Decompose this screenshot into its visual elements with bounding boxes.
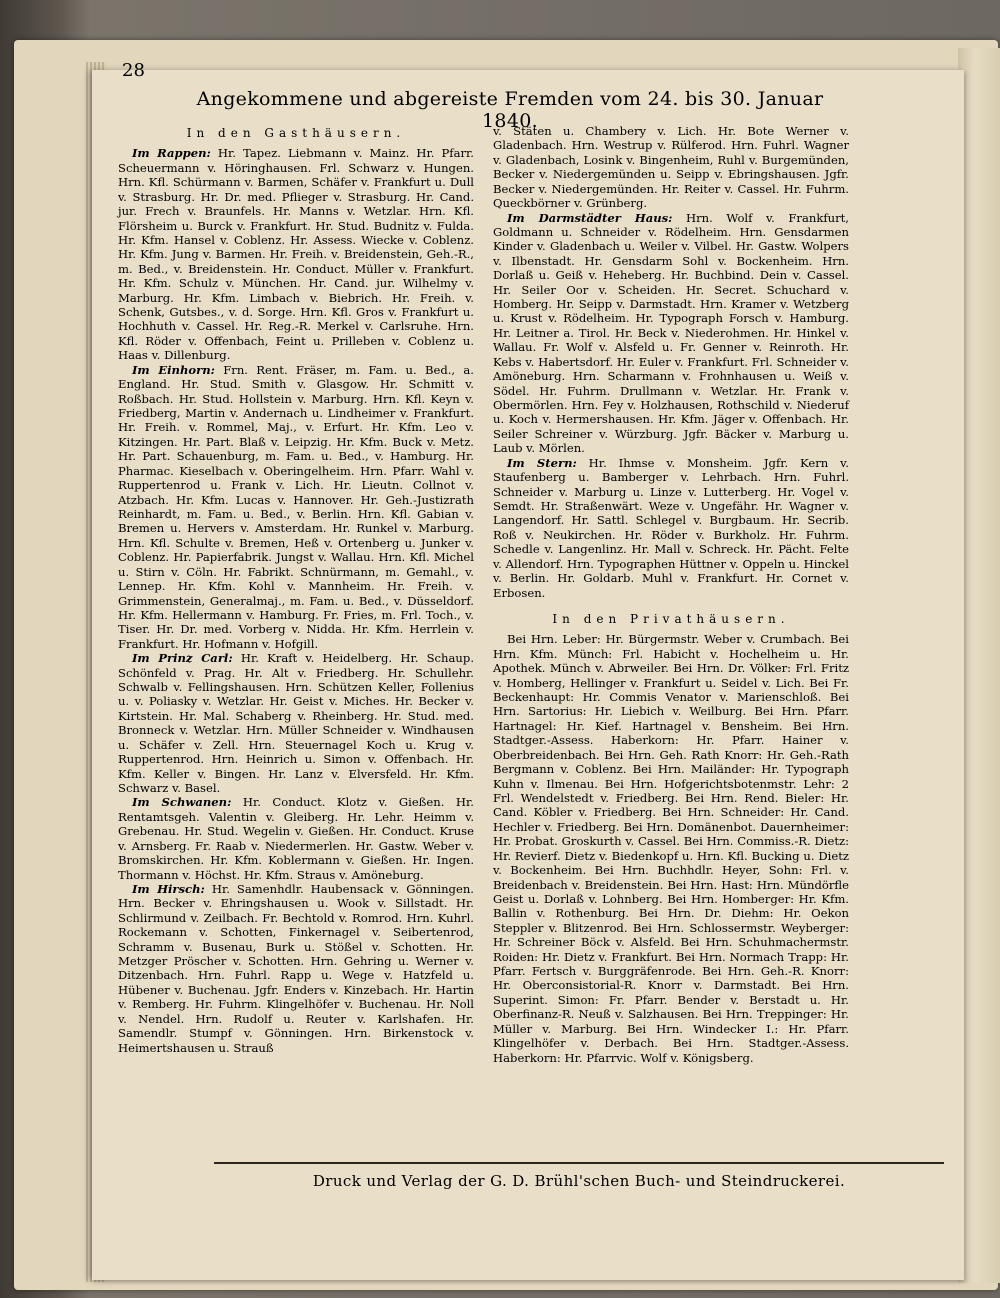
page-edge xyxy=(958,48,1000,1283)
entry-text: Hr. Kraft v. Heidelberg. Hr. Schaup. Schönfeld v. Prag. Hr. Alt v. Friedberg. Hr. Schullehr. Schwalb v. Fellingshausen. Hrn. Schützen Keller, Follenius u. v. Poliasky v. Wetzlar. Hr. Geist v. Miches. Hr. Becker v. Kirtstein. Hr. Mal. Schaberg v. Rheinberg. Hr. Stud. med. Bronneck v. Wetzlar. Hrn. Müller Schneider v. Windhausen u. Schäfer v. Zell. Hrn. Steuernagel Koch u. Krug v. Ruppertenrod. Hrn. Heinrich u. Simon v. Offenbach. Hr. Kfm. Keller v. Bingen. Hr. Lanz v. Elversfeld. Hr. Kfm. Schwarz v. Basel. xyxy=(118,651,475,795)
right-column xyxy=(493,124,849,1065)
entry-text: Hr. Tapez. Liebmann v. Mainz. Hr. Pfarr. Scheuermann v. Höringhausen. Frl. Schwarz v. Hungen. Hrn. Kfl. Schürmann v. Barmen, Schäfer v. Frankfurt u. Dull v. Strasburg. Hr. Dr. med. Pflieger v. Strasburg. Hr. Cand. jur. Frech v. Braunfels. Hr. Manns v. Wetzlar. Hrn. Kfl. Flörsheim u. Burck v. Frankfurt. Hr. Stud. Budnitz v. Fulda. Hr. Kfm. Hansel v. Coblenz. Hr. Assess. Wiecke v. Coblenz. Hr. Kfm. Jung v. Barmen. Hr. Freih. v. Breidenstein, Geh.-R., m. Bed., v. Breidenstein. Hr. Conduct. Müller v. Frankfurt. Hr. Kfm. Schulz v. München. Hr. Cand. jur. Wilhelmy v. Marburg. Hr. Kfm. Limbach v. Biebrich. Hr. Freih. v. Schenk, Gutsbes., v. d. Sorge. Hrn. Kfl. Gros v. Frankfurt u. Hochhuth v. Cassel. Hr. Reg.-R. Merkel v. Carlsruhe. Hrn. Kfl. Röder v. Offenbach, Feint u. Prilleben v. Coblenz u. Haas v. Dillenburg. xyxy=(118,146,474,363)
footer-rule xyxy=(214,1162,944,1164)
section-heading-inns: In den Gasthäusern. xyxy=(186,126,406,140)
page-number: 28 xyxy=(122,60,145,81)
entry-text: Hr. Samenhdlr. Haubensack v. Gönningen. Hrn. Becker v. Ehringshausen u. Wook v. Sillstadt. Hr. Schlirmund v. Zeilbach. Fr. Bechtold v. Romrod. Hrn. Kuhrl. Rockemann v. Schotten, Finkernagel v. Seibertenrod, Schramm v. Busenau, Burk u. Stößel v. Schotten. Hr. Metzger Pröscher v. Schotten. Hrn. Gehring u. Werner v. Ditzenbach. Hrn. Fuhrl. Rapp u. Wege v. Hatzfeld u. Hübener v. Buchenau. Jgfr. Enders v. Kinzebach. Hr. Hartin v. Remberg. Hr. Fuhrm. Klingelhöfer v. Buchenau. Hr. Noll v. Nendel. Hrn. Rudolf u. Reuter v. Karlshafen. Hr. Samendlr. Stumpf v. Gönningen. Hrn. Birkenstock v. Heimertshausen u. Strauß xyxy=(118,881,474,1055)
entry-text: v. Stäten u. Chambery v. Lich. Hr. Bote Werner v. Gladenbach. Hrn. Westrup v. Rülferod. Hrn. Fuhrl. Wagner v. Gladenbach, Losink v. Bingenheim, Ruhl v. Burgemünden, Becker v. Niedergemünden u. Seipp v. Ebringshausen. Jgfr. Becker v. Niedergemünden. Hr. Reiter v. Cassel. Hr. Fuhrm. Queckbörner v. Grünberg. xyxy=(493,124,849,211)
entry-place: Im Stern: xyxy=(507,455,577,470)
entry-place: Im Darmstädter Haus: xyxy=(507,210,673,225)
entry-place: Im Schwanen: xyxy=(132,795,232,810)
left-column xyxy=(118,124,474,1055)
entry-place: Im Einhorn: xyxy=(132,362,215,377)
entry-prinz-carl xyxy=(118,651,474,795)
entry-schwanen xyxy=(118,795,474,882)
printer-imprint: Druck und Verlag der G. D. Brühl'schen Buch- und Steindruckerei. xyxy=(312,1172,846,1190)
section-heading-private-houses: In den Privathäusern. xyxy=(552,611,790,626)
entry-text: Frn. Rent. Fräser, m. Fam. u. Bed., a. England. Hr. Stud. Smith v. Glasgow. Hr. Schmitt v. Roßbach. Hr. Stud. Hollstein v. Marburg. Hrn. Kfl. Keyn v. Friedberg, Martin v. Andernach u. Lindheimer v. Frankfurt. Hr. Freih. v. Rommel, Maj., v. Erfurt. Hr. Kfm. Leo v. Kitzingen. Hr. Part. Blaß v. Leipzig. Hr. Kfm. Buck v. Metz. Hr. Part. Schauenburg, m. Fam. u. Bed., v. Hamburg. Hr. Pharmac. Kieselbach v. Oberingelheim. Hrn. Pfarr. Wahl v. Ruppertenrod u. Frank v. Lich. Hr. Lieutn. Collnot v. Atzbach. Hr. Kfm. Lucas v. Hannover. Hr. Geh.-Justizrath Reinhardt, m. Fam. u. Bed., v. Berlin. Hrn. Kfl. Gabian v. Bremen u. Hervers v. Amsterdam. Hr. Runkel v. Marburg. Hrn. Kfl. Schulte v. Bremen, Heß v. Ortenberg u. Junker v. Coblenz. Hr. Papierfabrik. Jungst v. Wallau. Hrn. Kfl. Michel u. Stirn v. Cöln. Hr. Fabrikt. Schnürmann, m. Gemahl., v. Lennep. Hr. Kfm. Kohl v. Mannheim. Hr. Freih. v. Grimmenstein, Generalmaj., m. Fam. u. Bed., v. Düsseldorf. Hr. Kfm. Hellermann v. Hamburg. Fr. Fries, m. Frl. Toch., v. Tiser. Hr. Dr. med. Vorberg v. Nidda. Hr. Kfm. Herrlein v. Frankfurt. Hr. Hofmann v. Hofgill. xyxy=(118,362,474,651)
entry-continued xyxy=(493,124,849,211)
entry-place: Im Rappen: xyxy=(132,146,211,161)
entry-place: Im Hirsch: xyxy=(132,881,205,896)
entry-rappen xyxy=(118,146,474,362)
entry-text: Hr. Conduct. Klotz v. Gießen. Hr. Rentamtsgeh. Valentin v. Gleiberg. Hr. Lehr. Heimm v. Grebenau. Hr. Stud. Wegelin v. Gießen. Hr. Conduct. Kruse v. Arnsberg. Fr. Raab v. Niedermerlen. Hr. Gastw. Weber v. Bromskirchen. Hr. Kfm. Koblermann v. Gießen. Hr. Ingen. Thormann v. Höchst. Hr. Kfm. Straus v. Amöneburg. xyxy=(118,795,474,882)
entry-text: Hr. Ihmse v. Monsheim. Jgfr. Kern v. Staufenberg u. Bamberger v. Lehrbach. Hrn. Fuhrl. Schneider v. Marburg u. Linze v. Lutterberg. Hr. Vogel v. Semdt. Hr. Straßenwärt. Weze v. Ungefähr. Hr. Wagner v. Langendorf. Hr. Sattl. Schlegel v. Burgbaum. Hr. Secrib. Roß v. Neukirchen. Hr. Röder v. Burkholz. Hr. Fuhrm. Schedle v. Langenlinz. Hr. Mall v. Schreck. Hr. Pächt. Felte v. Allendorf. Hrn. Typographen Hüttner v. Oppeln u. Hinckel v. Berlin. Hr. Goldarb. Muhl v. Frankfurt. Hr. Cornet v. Erbosen. xyxy=(493,455,849,600)
entry-hirsch xyxy=(118,882,474,1055)
entry-stern xyxy=(493,456,849,600)
page-title: Angekommene und abgereiste Fremden vom 24. bis 30. Januar 1840. xyxy=(196,88,824,132)
entry-darmstaedter-haus xyxy=(493,211,849,456)
entry-text: Hrn. Wolf v. Frankfurt, Goldmann u. Schneider v. Rödelheim. Hrn. Gensdarmen Kinder v. Gladenbach u. Weiler v. Vilbel. Hr. Gastw. Wolpers v. Ilbenstadt. Hr. Gensdarm Sohl v. Bockenheim. Hrn. Dorlaß u. Geiß v. Heheberg. Hr. Buchbind. Dein v. Cassel. Hr. Seiler Oor v. Scheiden. Hr. Secret. Schuchard v. Homberg. Hr. Seipp v. Darmstadt. Hrn. Kramer v. Wetzberg u. Krust v. Rödelheim. Hr. Typograph Forsch v. Hamburg. Hr. Leitner a. Tirol. Hr. Beck v. Niederohmen. Hr. Hinkel v. Wallau. Fr. Wolf v. Alsfeld u. Fr. Genner v. Reinroth. Hr. Kebs v. Habertsdorf. Hr. Euler v. Frankfurt. Frl. Schneider v. Amöneburg. Hrn. Scharmann v. Frohnhausen u. Weiß v. Södel. Hr. Fuhrm. Drullmann v. Wetzlar. Hr. Frank v. Obermörlen. Hrn. Fey v. Holzhausen, Rothschild v. Niederuf u. Koch v. Hermershausen. Hr. Kfm. Jäger v. Offenbach. Hr. Seiler Schreiner v. Würzburg. Jgfr. Bäcker v. Marburg u. Laub v. Mörlen. xyxy=(493,210,849,456)
entry-einhorn xyxy=(118,363,474,651)
entry-private-houses: Bei Hrn. Leber: Hr. Bürgermstr. Weber v. Crumbach. Bei Hrn. Kfm. Münch: Frl. Habicht v. Hochelheim u. Hr. Apothek. Münch v. Abrweiler. Bei Hrn. Dr. Völker: Frl. Fritz v. Homberg, Hellinger v. Frankfurt u. Seidel v. Lich. Bei Fr. Beckenhaupt: Hr. Commis Venator v. Marienschloß. Bei Hrn. Sartorius: Hr. Liebich v. Weilburg. Bei Hrn. Pfarr. Hartnagel: Hr. Kief. Hartnagel v. Bensheim. Bei Hrn. Stadtger.-Assess. Haberkorn: Hr. Pfarr. Hainer v. Oberbreidenbach. Bei Hrn. Geh. Rath Knorr: Hr. Geh.-Rath Bergmann v. Coblenz. Bei Hrn. Mailänder: Hr. Typograph Kuhn v. Ilmenau. Bei Hrn. Hofgerichtsbotenmstr. Lehr: 2 Frl. Wendelstedt v. Friedberg. Bei Hrn. Rend. Bieler: Hr. Cand. Köbler v. Friedberg. Bei Hrn. Schneider: Hr. Cand. Hechler v. Friedberg. Bei Hrn. Domänenbot. Dauernheimer: Hr. Probat. Groskurth v. Cassel. Bei Hrn. Commiss.-R. Dietz: Hr. Revierf. Dietz v. Biedenkopf u. Hrn. Kfl. Bucking u. Dietz v. Bockenheim. Bei Hrn. Buchhdlr. Heyer, Sohn: Frl. v. Breidenbach v. Breidenstein. Bei Hrn. Hast: Hrn. Mündörfle Geist u. Dorlaß v. Lohnberg. Bei Hrn. Homberger: Hr. Kfm. Ballin v. Rothenburg. Bei Hrn. Dr. Diehm: Hr. Oekon Steppler v. Blitzenrod. Bei Hrn. Schlossermstr. Weyberger: Hr. Schreiner Böck v. Alsfeld. Bei Hrn. Schuhmachermstr. Roiden: Hr. Dietz v. Frankfurt. Bei Hrn. Normach Trapp: Hr. Pfarr. Fertsch v. Burggräfenrode. Bei Hrn. Geh.-R. Knorr: Hr. Oberconsistorial-R. Knorr v. Darmstadt. Bei Hrn. Superint. Simon: Fr. Pfarr. Bender v. Berstadt u. Hr. Oberfinanz-R. Neuß v. Salzhausen. Bei Hrn. Treppinger: Hr. Müller v. Marburg. Bei Hrn. Windecker I.: Hr. Pfarr. Klingelhöfer v. Derbach. Bei Hrn. Stadtger.-Assess. Haberkorn: Hr. Pfarrvic. Wolf v. Königsberg. xyxy=(493,632,849,1065)
entry-place: Im Prinz Carl: xyxy=(132,651,233,666)
